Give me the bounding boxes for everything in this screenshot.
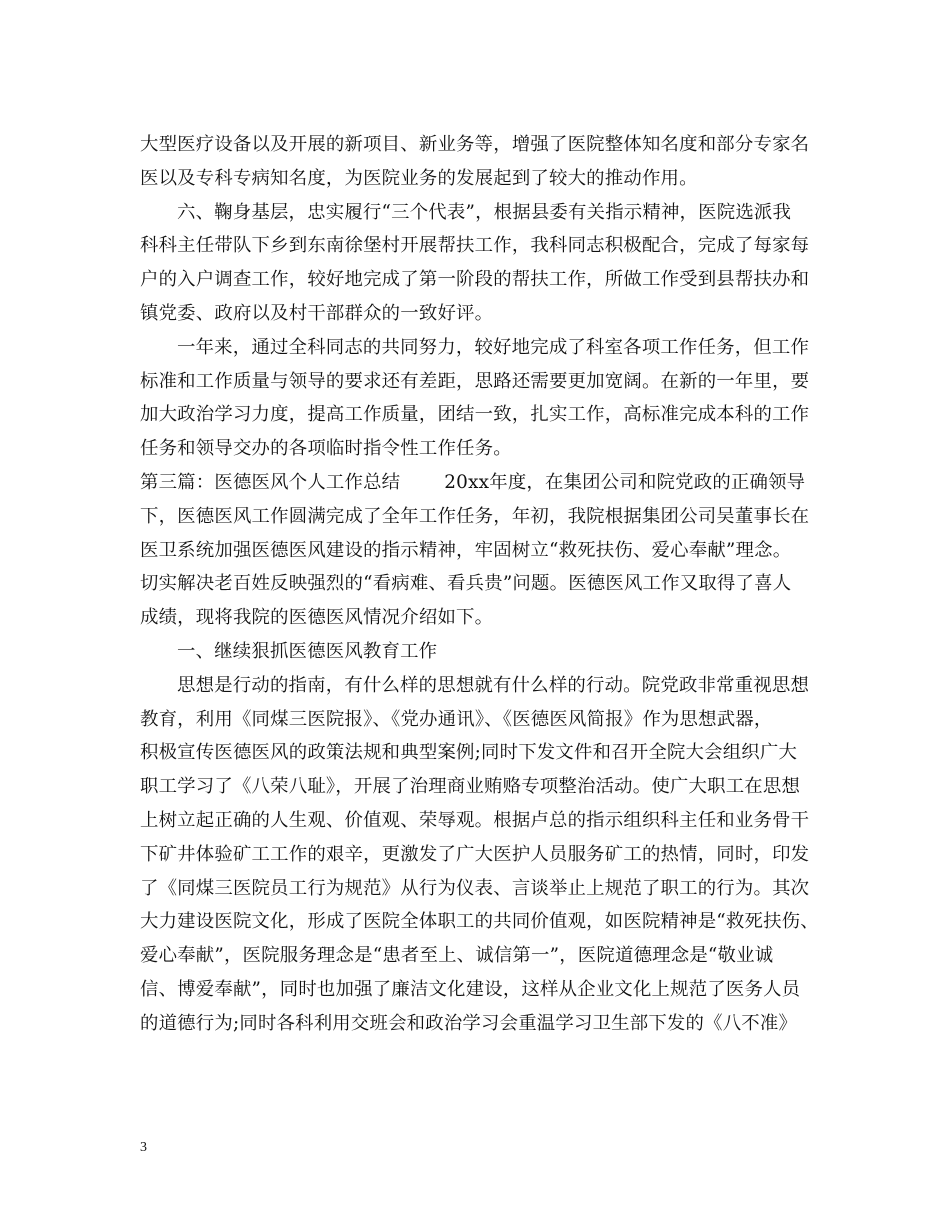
text-line: 大力建设医院文化，形成了医院全体职工的共同价值观，如医院精神是“救死扶伤、	[140, 911, 819, 933]
text-line: 一年来，通过全科同志的共同努力，较好地完成了科室各项工作任务，但工作	[177, 336, 810, 358]
text-line: 户的入户调查工作，较好地完成了第一阶段的帮扶工作，所做工作受到县帮扶办和	[140, 269, 810, 291]
document-body	[140, 128, 820, 1041]
page-number: 3	[140, 1140, 147, 1155]
section-heading: 第三篇：医德医风个人工作总结	[140, 471, 401, 493]
text-line: 六、鞠身基层，忠实履行“三个代表”，根据县委有关指示精神，医院选派我	[177, 201, 792, 223]
text-line: 医卫系统加强医德医风建设的指示精神，牢固树立“救死扶伤、爱心奉献”理念。	[140, 539, 792, 561]
text-line: 了《同煤三医院员工行为规范》从行为仪表、言谈举止上规范了职工的行为。其次	[140, 877, 810, 899]
text-line: 大型医疗设备以及开展的新项目、新业务等，增强了医院整体知名度和部分专家名	[140, 134, 810, 155]
text-line: 上树立起正确的人生观、价值观、荣辱观。根据卢总的指示组织科主任和业务骨干	[140, 809, 810, 831]
section-intro: 20xx年度，在集团公司和院党政的正确领导	[444, 471, 806, 493]
subheading-line: 一、继续狠抓医德医风教育工作	[177, 640, 438, 662]
text-line: 镇党委、政府以及村干部群众的一致好评。	[140, 302, 494, 324]
text-line: 思想是行动的指南，有什么样的思想就有什么样的行动。院党政非常重视思想	[177, 674, 810, 696]
text-line: 科科主任带队下乡到东南徐堡村开展帮扶工作，我科同志积极配合，完成了每家每	[140, 235, 810, 257]
text-line: 成绩，现将我院的医德医风情况介绍如下。	[140, 607, 494, 629]
text-line: 任务和领导交办的各项临时指令性工作任务。	[140, 438, 512, 460]
section-heading-line	[140, 466, 820, 500]
text-line: 爱心奉献”，医院服务理念是“患者至上、诚信第一”，医院道德理念是“敬业诚	[140, 945, 774, 967]
text-line: 切实解决老百姓反映强烈的“看病难、看兵贵”问题。医德医风工作又取得了喜人	[140, 573, 792, 595]
text-line: 职工学习了《八荣八耻》，开展了治理商业贿赂专项整治活动。使广大职工在思想	[140, 776, 801, 798]
text-line: 下，医德医风工作圆满完成了全年工作任务，年初，我院根据集团公司吴董事长在	[140, 505, 810, 527]
text-line: 教育，利用《同煤三医院报》、《党办通讯》、《医德医风简报》作为思想武器，	[140, 708, 773, 730]
text-line: 加大政治学习力度，提高工作质量，团结一致，扎实工作，高标准完成本科的工作	[140, 404, 810, 426]
text-line: 下矿井体验矿工工作的艰辛，更激发了广大医护人员服务矿工的热情，同时，印发	[140, 843, 810, 865]
text-line: 信、博爱奉献”，同时也加强了廉洁文化建设，这样从企业文化上规范了医务人员	[140, 978, 801, 1000]
text-line: 标准和工作质量与领导的要求还有差距，思路还需要更加宽阔。在新的一年里，要	[140, 370, 810, 392]
text-line: 医以及专科专病知名度，为医院业务的发展起到了较大的推动作用。	[140, 167, 698, 189]
text-line: 的道德行为;同时各科利用交班会和政治学习会重温学习卫生部下发的《八不准》	[140, 1012, 798, 1034]
text-line: 积极宣传医德医风的政策法规和典型案例;同时下发文件和召开全院大会组织广大	[140, 742, 798, 764]
